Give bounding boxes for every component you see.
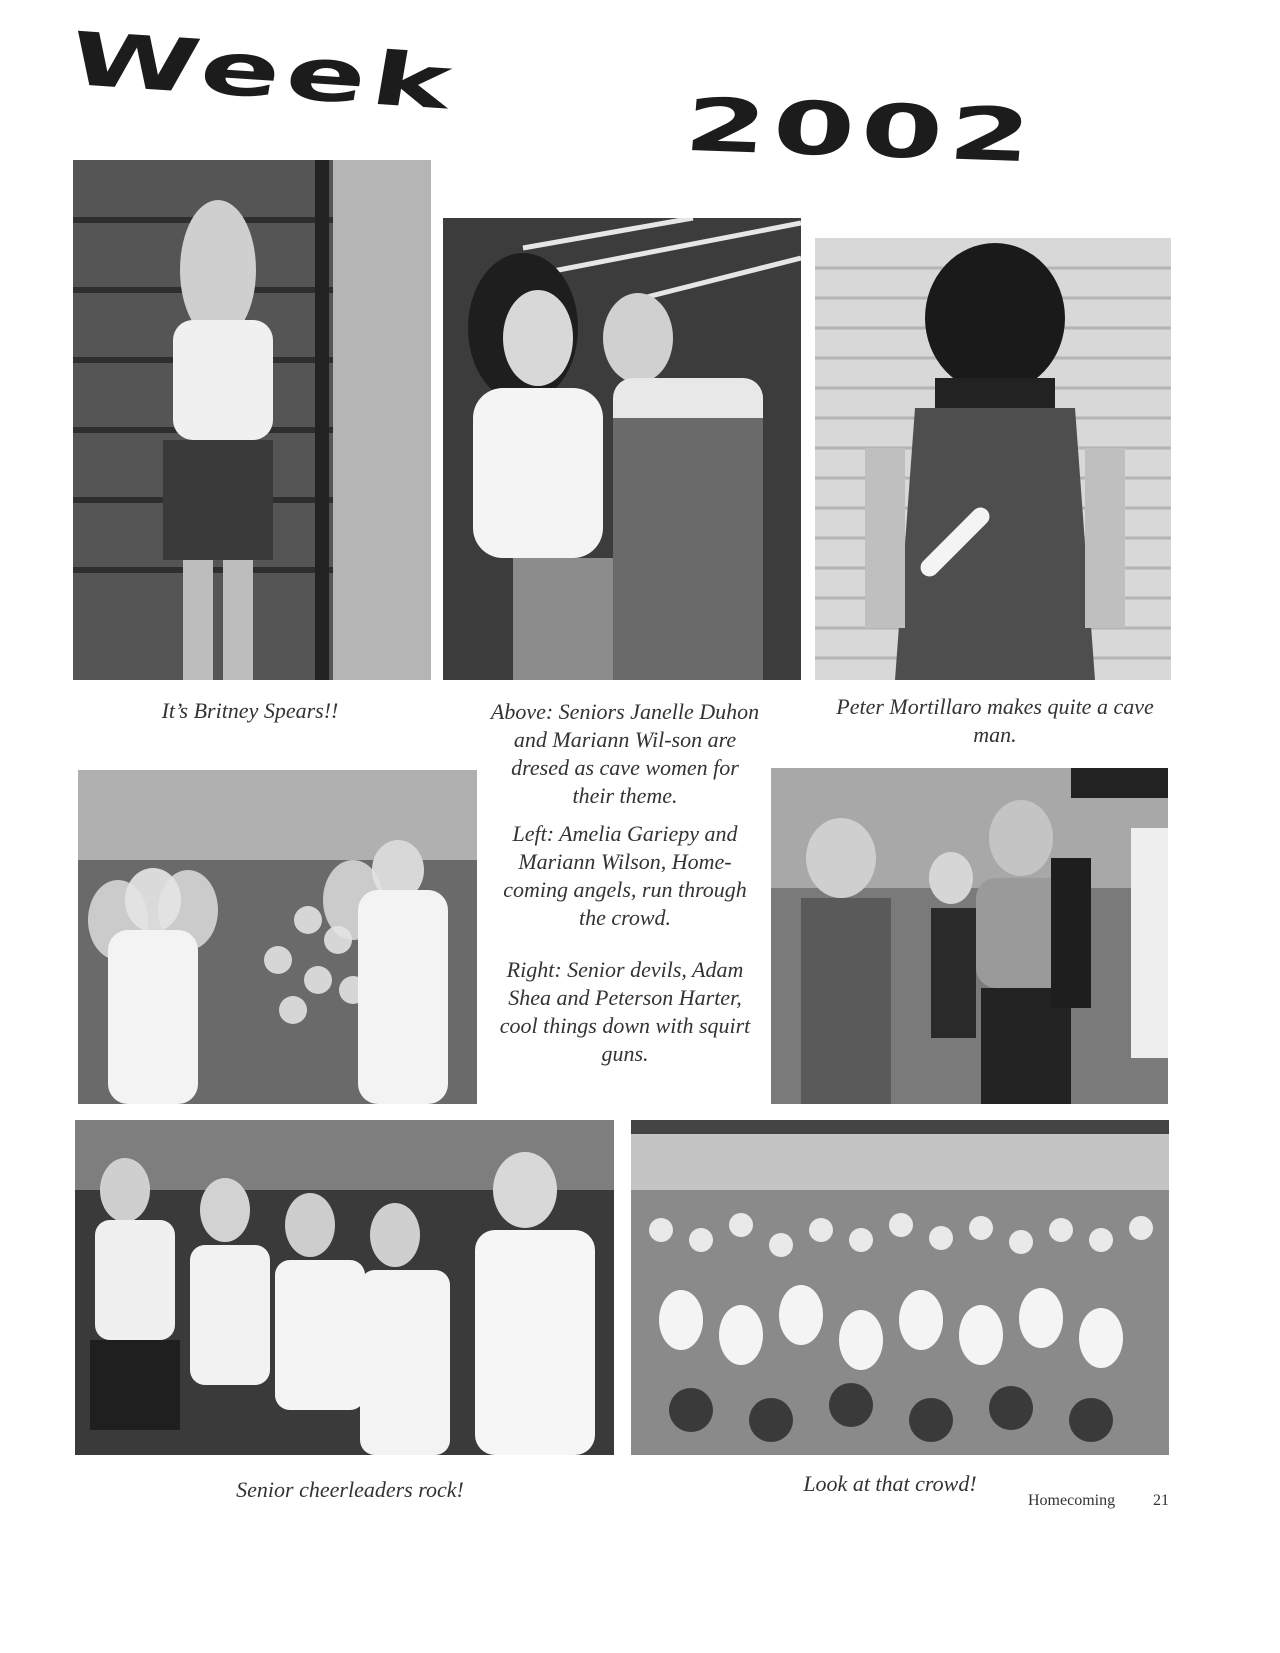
- caption-caveman: Peter Mortillaro makes quite a cave man.: [836, 694, 1154, 747]
- caption-britney: It’s Britney Spears!!: [161, 698, 339, 723]
- caption-crowd: Look at that crowd!: [803, 1471, 977, 1496]
- photo-cheerleaders: [75, 1120, 614, 1455]
- page-title-week: Week: [62, 15, 464, 127]
- caption-left: Left: Amelia Gariepy and Mariann Wilson, Home-coming angels, run through the crowd.: [503, 821, 747, 930]
- footer-page-number: 21: [1153, 1492, 1169, 1509]
- photo-angels: [78, 770, 477, 1104]
- photo-britney: [73, 160, 431, 680]
- caption-above: Above: Seniors Janelle Duhon and Mariann Wil-son are dresed as cave women for their theme.: [490, 699, 760, 808]
- photo-devils: [771, 768, 1168, 1104]
- photo-crowd: [631, 1120, 1169, 1455]
- footer-section: Homecoming: [1028, 1492, 1116, 1509]
- photo-caveman: [815, 238, 1171, 680]
- photo-cave-women: [443, 218, 801, 680]
- caption-center-block: [490, 698, 760, 1068]
- page-title-year: 2002: [681, 81, 1041, 179]
- caption-right: Right: Senior devils, Adam Shea and Peterson Harter, cool things down with squirt guns.: [499, 957, 751, 1066]
- caption-cheerleaders: Senior cheerleaders rock!: [236, 1477, 464, 1502]
